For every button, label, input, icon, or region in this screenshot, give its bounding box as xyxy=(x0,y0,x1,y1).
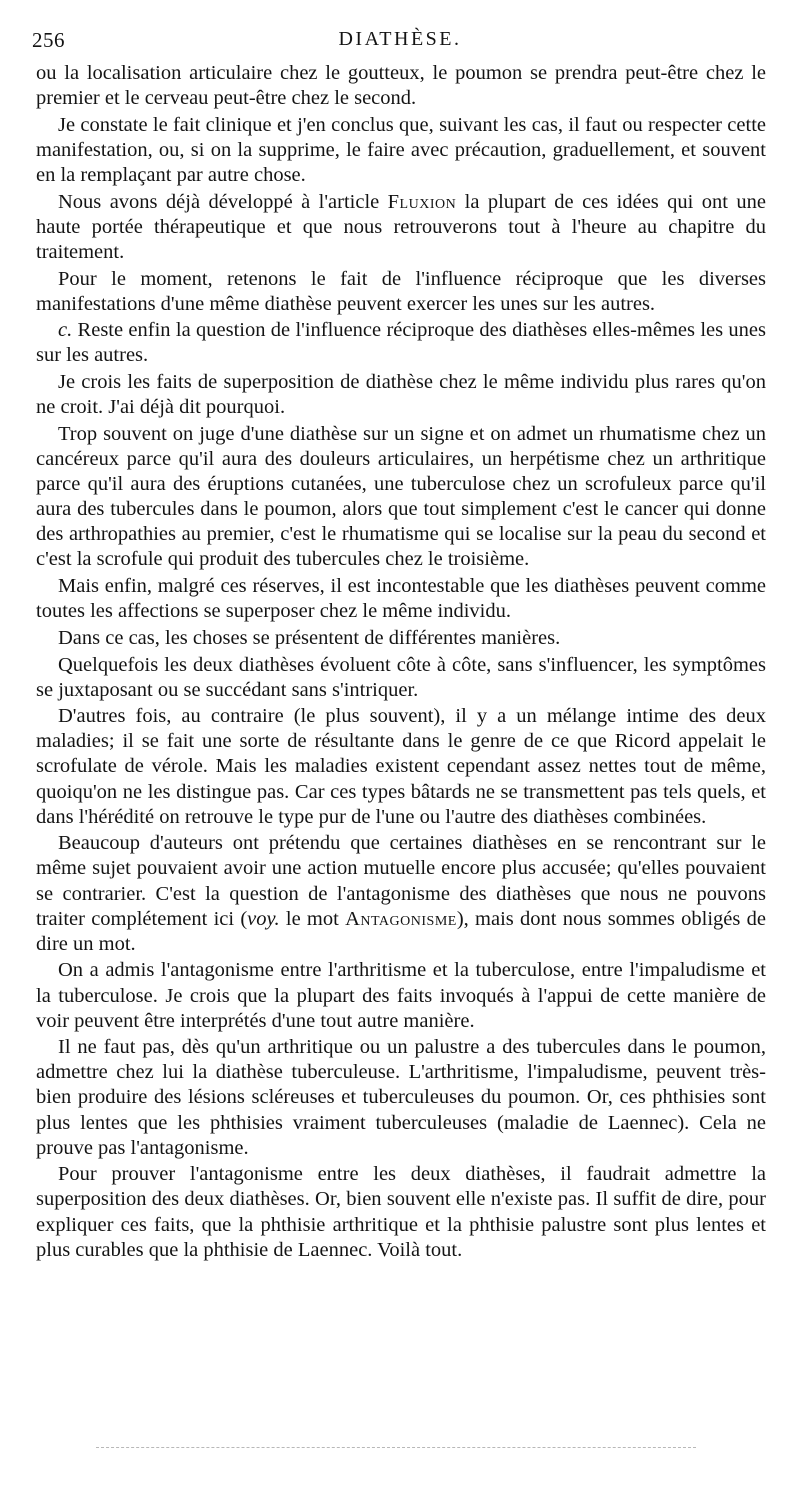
paragraph: Pour le moment, retenons le fait de l'influence réciproque que les diverses manifestations d'une même diathèse peuvent exercer les unes sur les autres. xyxy=(36,267,766,315)
paragraph-text: Beaucoup d'auteurs ont prétendu que certaines diathèses en se rencontrant sur le même sujet pouvaient avoir une action mutuelle encore plus accusée; qu'elles pouvaient se contrarier. C'est la question de l'antagonisme des diathèses que nous ne pouvons traiter complétement ici ( xyxy=(36,832,766,930)
section-label: c. xyxy=(58,319,73,342)
paragraph: Je constate le fait clinique et j'en conclus que, suivant les cas, il faut ou respecter cette manifestation, ou, si on la supprime, le faire avec précaution, graduellement, et souvent en la remplaçant par autre chose. xyxy=(36,113,766,186)
paragraph: Trop souvent on juge d'une diathèse sur un signe et on admet un rhumatisme chez un cancéreux parce qu'il aura des douleurs articulaires, un herpétisme chez un arthritique parce qu'il aura des éruptions cutanées, une tuberculose chez un scrofuleux parce qu'il aura des tubercules dans le poumon, alors que tout simplement c'est le cancer qui donne des arthropathies au premier, c'est le rhumatisme qui se localise sur la peau du second et c'est la scrofule qui produit des tubercules chez le troisième. xyxy=(36,422,766,571)
footer-rule xyxy=(96,1447,696,1448)
body-text xyxy=(36,61,766,1264)
paragraph-text: Nous avons déjà développé à l'article xyxy=(58,190,388,213)
paragraph: D'autres fois, au contraire (le plus souvent), il y a un mélange intime des deux maladies; il se fait une sorte de résultante dans le genre de ce que Ricord appelait le scrofulate de vérole. Mais les maladies existent cependant assez nettes tout de même, quoiqu'on ne les distingue pas. Car ces types bâtards ne se transmettent pas tels quels, et dans l'hérédité on retrouve le type pur de l'une ou l'autre des diathèses combinées. xyxy=(36,705,766,828)
paragraph-text: le mot xyxy=(279,907,346,930)
paragraph: Mais enfin, malgré ces réserves, il est incontestable que les diathèses peuvent comme toutes les affections se superposer chez le même individu. xyxy=(36,575,766,623)
paragraph: Dans ce cas, les choses se présentent de différentes manières. xyxy=(58,626,561,649)
paragraph-text: Reste enfin la question de l'influence réciproque des diathèses elles-mêmes les unes sur les autres. xyxy=(36,319,766,367)
paragraph xyxy=(36,831,766,956)
paragraph-text: la plupart de ces idées qui ont une haute portée thérapeutique et que nous retrouverons tout à l'heure au chapitre du traitement. xyxy=(36,190,766,263)
paragraph: Je crois les faits de superposition de diathèse chez le même individu plus rares qu'on ne croit. J'ai déjà dit pourquoi. xyxy=(36,371,766,419)
paragraph: Il ne faut pas, dès qu'un arthritique ou un palustre a des tubercules dans le poumon, admettre chez lui la diathèse tuberculeuse. L'arthritisme, l'impaludisme, peuvent très-bien produire des lésions scléreuses et tuberculeuses du poumon. Or, ces phthisies sont plus lentes que les phthisies vraiment tuberculeuses (maladie de Laennec). Cela ne prouve pas l'antagonisme. xyxy=(36,1036,766,1159)
paragraph: On a admis l'antagonisme entre l'arthritisme et la tuberculose, entre l'impaludisme et la tuberculose. Je crois que la plupart des faits invoqués à l'appui de cette manière de voir peuvent être interprétés d'une tout autre manière. xyxy=(36,959,766,1032)
paragraph xyxy=(36,190,766,265)
reference-abbreviation: voy. xyxy=(247,907,280,930)
paragraph: Pour prouver l'antagonisme entre les deux diathèses, il faudrait admettre la superposition des deux diathèses. Or, bien souvent elle n'existe pas. Il suffit de dire, pour expliquer ces faits, que la phthisie arthritique et la phthisie palustre sont plus lentes et plus curables que la phthisie de Laennec. Voilà tout. xyxy=(36,1163,766,1261)
paragraph: Quelquefois les deux diathèses évoluent côte à côte, sans s'influencer, les symptômes se juxtaposant ou se succédant sans s'intriquer. xyxy=(36,653,766,701)
paragraph-text: ), mais dont nous sommes obligés de dire un mot. xyxy=(36,907,766,955)
page-number: 256 xyxy=(32,28,65,52)
paragraph xyxy=(36,318,766,368)
cross-reference-term: Antagonisme xyxy=(345,907,457,930)
page-header xyxy=(32,28,768,56)
paragraph: ou la localisation articulaire chez le goutteux, le poumon se prendra peut-être chez le premier et le cerveau peut-être chez le second. xyxy=(36,62,766,110)
running-title: DIATHÈSE. xyxy=(338,28,462,50)
cross-reference-term: Fluxion xyxy=(387,190,457,213)
